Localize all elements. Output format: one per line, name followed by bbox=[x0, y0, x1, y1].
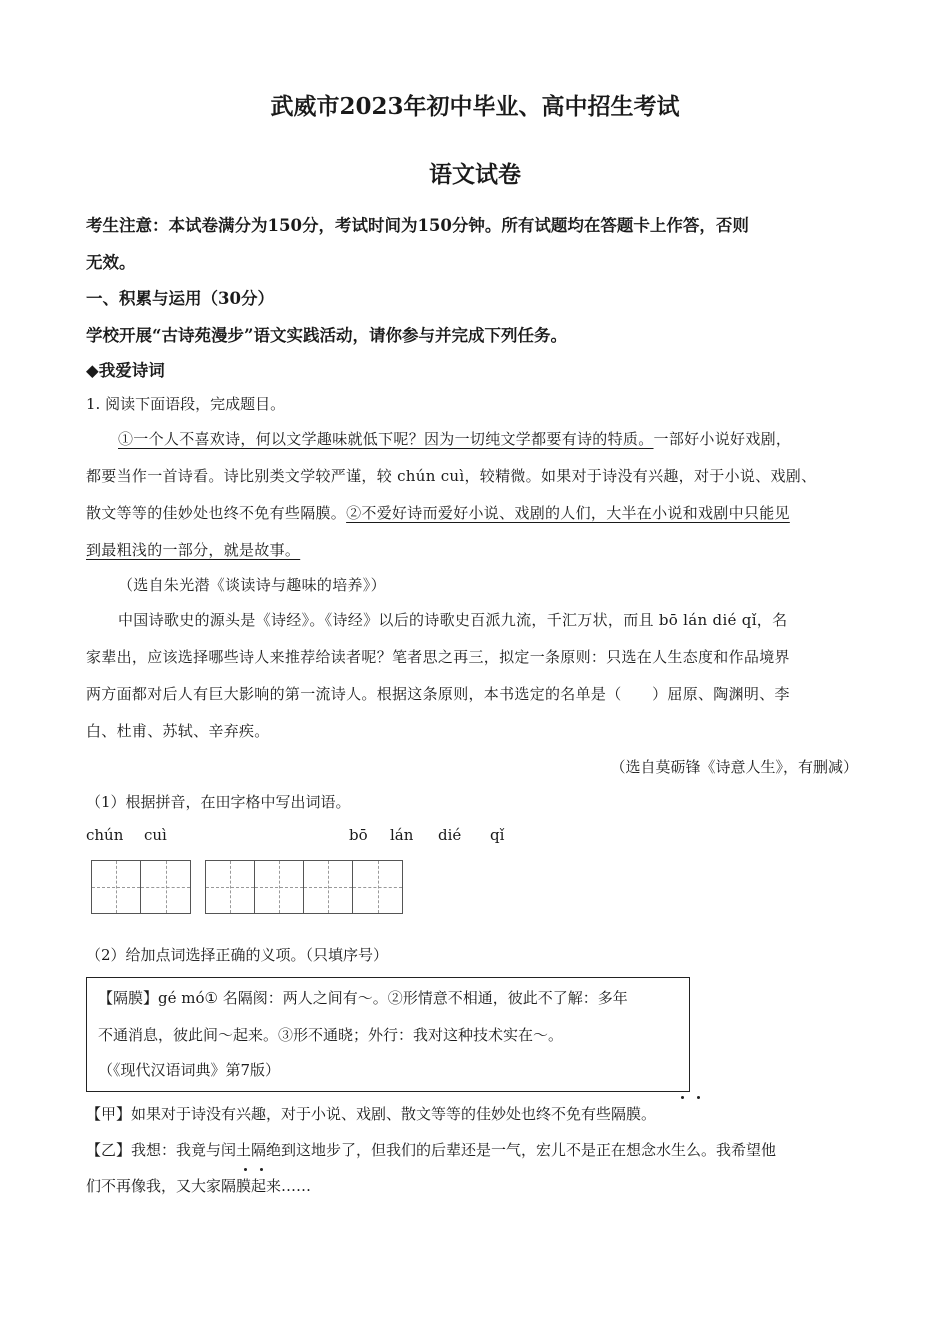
tianzige-cell[interactable] bbox=[206, 861, 255, 913]
passage2-line-2: 家辈出，应该选择哪些诗人来推荐给读者呢？笔者思之再三，拟定一条原则：只选在人生态度和作品境界 bbox=[86, 648, 790, 666]
question-1-stem: 1. 阅读下面语段，完成题目。 bbox=[86, 395, 286, 413]
dictionary-line-1: 【隔膜】gé mó① 名隔阂：两人之间有～。②形情意不相通，彼此不了解：多年 bbox=[98, 989, 628, 1007]
sentence-yi-line-2: 们不再像我，又大家隔膜起来…… bbox=[86, 1177, 312, 1195]
pinyin-cui: cuì bbox=[144, 826, 167, 844]
tianzige-cell[interactable] bbox=[141, 861, 190, 913]
tianzige-cell[interactable] bbox=[92, 861, 141, 913]
passage2-line-1: 中国诗歌史的源头是《诗经》。《诗经》以后的诗歌史百派九流，千汇万状，而且 bō lán dié qǐ，名 bbox=[118, 611, 788, 629]
tianzige-cell[interactable] bbox=[255, 861, 304, 913]
subquestion-2-prompt: （2）给加点词选择正确的义项。（只填序号） bbox=[86, 946, 389, 964]
passage2-line-3: 两方面都对后人有巨大影响的第一流诗人。根据这条原则，本书选定的名单是（ ）屈原、陶渊明、李 bbox=[86, 685, 790, 703]
pinyin-lan: lán bbox=[390, 826, 414, 844]
tianzige-cell[interactable] bbox=[353, 861, 402, 913]
notice-line-2: 无效。 bbox=[86, 253, 136, 272]
passage2-source: （选自莫砺锋《诗意人生》，有删减） bbox=[610, 758, 858, 776]
passage1-line-4: 到最粗浅的一部分，就是故事。 bbox=[86, 541, 301, 559]
notice-line-1: 考生注意：本试卷满分为150分，考试时间为150分钟。所有试题均在答题卡上作答，否则 bbox=[86, 216, 749, 235]
subquestion-1-prompt: （1）根据拼音，在田字格中写出词语。 bbox=[86, 793, 351, 811]
pinyin-bo: bō bbox=[349, 826, 368, 844]
emphasis-dot bbox=[260, 1168, 263, 1171]
passage1-line-3 bbox=[86, 502, 790, 523]
passage1-line-1 bbox=[118, 428, 791, 449]
dictionary-line-2: 不通消息，彼此间～起来。③形不通晓；外行：我对这种技术实在～。 bbox=[98, 1026, 564, 1044]
tianzige-grid-chuncui[interactable] bbox=[91, 860, 191, 914]
passage-text: 一部好小说好戏剧， bbox=[653, 430, 792, 448]
pinyin-die: dié bbox=[438, 826, 462, 844]
passage2-line-4: 白、杜甫、苏轼、辛弃疾。 bbox=[86, 722, 270, 740]
pinyin-qi: qǐ bbox=[490, 826, 505, 844]
tianzige-cell[interactable] bbox=[304, 861, 353, 913]
exam-title: 武威市2023年初中毕业、高中招生考试 bbox=[270, 93, 680, 120]
section-heading: 一、积累与运用（30分） bbox=[86, 289, 274, 308]
dictionary-source: （《现代汉语词典》第7版） bbox=[98, 1061, 281, 1079]
underlined-sentence-1: ①一个人不喜欢诗，何以文学趣味就低下呢？因为一切纯文学都要有诗的特质。 bbox=[118, 430, 654, 448]
underlined-sentence-2: ②不爱好诗而爱好小说、戏剧的人们，大半在小说和戏剧中只能见 bbox=[346, 504, 790, 522]
sentence-yi-line-1: 【乙】我想：我竟与闰土隔绝到这地步了，但我们的后辈还是一气，宏儿不是正在想念水生么。我希望他 bbox=[86, 1141, 777, 1159]
section-intro: 学校开展“古诗苑漫步”语文实践活动，请你参与并完成下列任务。 bbox=[86, 326, 567, 345]
sentence-jia: 【甲】如果对于诗没有兴趣，对于小说、戏剧、散文等等的佳妙处也终不免有些隔膜。 bbox=[86, 1105, 657, 1123]
passage1-source: （选自朱光潜《谈读诗与趣味的培养》） bbox=[118, 576, 386, 594]
emphasis-dot bbox=[244, 1168, 247, 1171]
exam-subtitle: 语文试卷 bbox=[429, 161, 521, 188]
emphasis-dot bbox=[681, 1096, 684, 1099]
emphasis-dot bbox=[697, 1096, 700, 1099]
passage-text: 散文等等的佳妙处也终不免有些隔膜。 bbox=[86, 504, 347, 522]
subheading-poetry: ◆我爱诗词 bbox=[86, 361, 165, 380]
pinyin-chun: chún bbox=[86, 826, 124, 844]
passage1-line-2: 都要当作一首诗看。诗比别类文学较严谨，较 chún cuì，较精微。如果对于诗没有兴趣，对于小说、戏剧、 bbox=[86, 467, 817, 485]
tianzige-grid-bolandieqi[interactable] bbox=[205, 860, 403, 914]
